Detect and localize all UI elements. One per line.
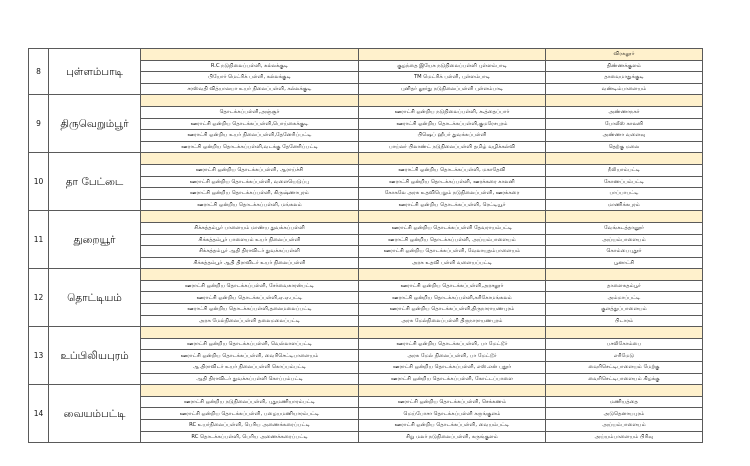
block-number: 14: [29, 385, 49, 443]
school-cell: RC தொடக்கப்பள்ளி, பெரிய அணைக்கரைப்பட்டி: [141, 431, 359, 443]
block-number: 9: [29, 95, 49, 153]
school-cell: ஆ.திராவிடர் உயர் நிலைப்பள்ளி கொப்பம்பட்டி: [141, 362, 359, 374]
school-cell: கோகலே அரசு உதவிபெறும் நடுநிலைப்பள்ளி, ஊரக்கரை: [359, 188, 546, 200]
school-cell: சிறு மலர் நடுநிலைப்பள்ளி, கருங்குளம்: [359, 431, 546, 443]
school-cell: ஊராட்சி ஒன்றிய தொடக்கப்பள்ளி, அய்யம்பாளையம்: [359, 234, 546, 246]
school-cell: ஊராட்சி ஒன்றிய தொடக்கப்பள்ளி, கோட்டப்பாளை: [359, 373, 546, 385]
village-cell: கோணப்பம்பட்டி: [546, 176, 703, 188]
school-cell: [141, 327, 359, 339]
school-cell: ஊராட்சி ஒன்றிய நடுநிலைப்பள்ளி, புதுமணியாரம்பட்டி: [141, 396, 359, 408]
block-name: திருவெறும்பூர்: [49, 95, 141, 153]
village-cell: பூனாட்சி: [546, 257, 703, 269]
school-cell: [359, 153, 546, 165]
school-cell: ஊராட்சி ஒன்றிய தொடக்கப்பள்ளி,குமரேசபுரம்: [359, 118, 546, 130]
school-cell: சிக்கத்தம்பூர் ஆதி திராவிடர் உயர் நிலைப்பள்ளி: [141, 257, 359, 269]
school-cell: ஊராட்சி ஒன்றிய தொடக்கப்பள்ளி,பொய்கைக்குடி: [141, 118, 359, 130]
school-cell: ஊராட்சி ஒன்றிய உயர் நிலைப்பள்ளி,தேனேரிப்பட்டி: [141, 130, 359, 142]
block-number: 8: [29, 49, 49, 95]
school-cell: ஊராட்சி ஒன்றிய தொடக்கப்பள்ளி,திருநாராயணபுரம்: [359, 304, 546, 316]
school-cell: [359, 385, 546, 397]
school-cell: [141, 269, 359, 281]
school-cell: [141, 211, 359, 223]
school-cell: [359, 211, 546, 223]
school-cell: தொடக்கப்பள்ளி,அஞ்சூர்: [141, 106, 359, 118]
block-number: 10: [29, 153, 49, 211]
school-cell: [359, 49, 546, 61]
school-cell: TM மெட்ரிக் பள்ளி, புள்ளம்பாடி: [359, 72, 546, 84]
village-cell: போலீஸ் காலனி: [546, 118, 703, 130]
village-cell: திண்ணக்குளம்: [546, 60, 703, 72]
school-cell: ஊராட்சி ஒன்றிய தொடக்கப்பள்ளி,கரிகோமங்கலம்: [359, 292, 546, 304]
village-cell: தெற்கு மலை: [546, 141, 703, 153]
village-cell: தாவைமாதுக்குடி: [546, 72, 703, 84]
village-cell: வைரிசெட்டிபாளையம் மேற்கு: [546, 362, 703, 374]
table-row: [29, 327, 703, 339]
table-row: [29, 385, 703, 397]
school-cell: சிக்கத்தம்பூர் ஆதி திராவிடர் துவக்கப்பள்ளி: [141, 246, 359, 258]
school-cell: அரசு உதவி பள்ளி வளையப்பட்டி: [359, 257, 546, 269]
village-cell: [546, 385, 703, 397]
school-cell: [141, 385, 359, 397]
table-row: [29, 95, 703, 107]
village-cell: [546, 211, 703, 223]
school-cell: சிக்கத்தம்பூர் பாளையம் உயர் நிலைப்பள்ளி: [141, 234, 359, 246]
school-cell: ஊராட்சி ஒன்றிய தொடக்கப்பள்ளி, சேர்வைகாரன்பட்டி: [141, 280, 359, 292]
school-cell: அரசு மேல்நிலைப்பள்ளி தலைமலைப்பட்டி: [141, 315, 359, 327]
school-cell: [141, 95, 359, 107]
village-cell: அடுதெனாயபுரம்: [546, 408, 703, 420]
village-cell: குளத்துப்பாளையம்: [546, 304, 703, 316]
block-name: துறையூர்: [49, 211, 141, 269]
village-cell: மாணிக்கபுரம்: [546, 199, 703, 211]
school-cell: ஊராட்சி ஒன்றிய தொடக்கப்பள்ளி, வைரிசெட்டிபாளையம்: [141, 350, 359, 362]
school-cell: ஊராட்சி ஒன்றிய தொடக்கப்பள்ளி, கிருஷ்ணாபுரம்: [141, 188, 359, 200]
block-name: வையம்பட்டி: [49, 385, 141, 443]
village-cell: கொம்பைபுதூர்: [546, 246, 703, 258]
school-cell: ஊராட்சி ஒன்றிய தொடக்கப்பள்ளி, வெல்லாளப்பட்டி: [141, 338, 359, 350]
school-cell: பாய்லர் பிலாண்ட் நடுநிலைப்பள்ளி தமிழ் வழிக்கல்வி: [359, 141, 546, 153]
school-cell: RC உயர்நிலைப்பள்ளி, பெரிய அணைக்கரைப்பட்டி: [141, 420, 359, 432]
village-cell: வேங்கடத்தானூர்: [546, 222, 703, 234]
school-cell: ஊராட்சி ஒன்றிய தொடக்கப்பள்ளி, வேலாயுதம்பாளையம்: [359, 246, 546, 258]
village-cell: [546, 327, 703, 339]
school-cell: ஊராட்சி ஒன்றிய தொடக்கப்பள்ளி, செக்கணம்: [359, 396, 546, 408]
school-cell: அரசு மேல் நிலைப்பள்ளி, பா மேட்டூர்: [359, 350, 546, 362]
school-cell: ஊராட்சி ஒன்றிய தொடக்கப்பள்ளி, எஸ்.என் புதூர்: [359, 362, 546, 374]
village-cell: பசலிகோம்பை: [546, 338, 703, 350]
village-cell: அய்யம்பாளையம்: [546, 420, 703, 432]
block-number: 11: [29, 211, 49, 269]
school-cell: ஊராட்சி ஒன்றிய தொடக்கப்பள்ளி, ரெட்டியூர்: [359, 199, 546, 211]
school-cell: ஊராட்சி ஒன்றிய தொடக்கப்பள்ளி தேவராயம்பட்டி: [359, 222, 546, 234]
village-cell: எரிமேடு: [546, 350, 703, 362]
school-cell: சிக்கத்தம்பூர் பாளையம் மாண்ய துவக்கப்பள்ளி: [141, 222, 359, 234]
village-cell: பாப்பாபட்டி: [546, 188, 703, 200]
village-cell: வண்டிம்பாளையம்: [546, 83, 703, 95]
school-cell: ஊராட்சி ஒன்றிய தொடக்கப்பள்ளி, மங்கலம்: [141, 199, 359, 211]
school-cell: R.C நடுநிலைப்பள்ளி, கல்லக்குடி: [141, 60, 359, 72]
village-cell: [546, 95, 703, 107]
school-cell: ஊராட்சி ஒன்றிய தொடக்கப்பள்ளி,வடக்கு தேனேரிப்பட்டி: [141, 141, 359, 153]
school-cell: ஊராட்சி ஒன்றிய தொடக்கப்பள்ளி, பழையமணியாரம்பட்டி: [141, 408, 359, 420]
table-row: [29, 211, 703, 223]
table-row: [29, 49, 703, 61]
school-cell: ஊராட்சி ஒன்றிய தொடக்கப்பள்ளி,தலைமலைப்பட்டி: [141, 304, 359, 316]
block-name: உப்பிலியபுரம்: [49, 327, 141, 385]
block-name: தா பேட்டை: [49, 153, 141, 211]
school-cell: பிஷெப் ஹீபர் துவக்கப்பள்ளி: [359, 130, 546, 142]
school-cell: பியோர் மெட்ரிக் பள்ளி, கல்லக்குடி: [141, 72, 359, 84]
village-cell: அய்யம்பாளையம் பிரிவு: [546, 431, 703, 443]
school-cell: ஊராட்சி ஒன்றிய தொடக்கப்பள்ளி, வளையெடுப்பு: [141, 176, 359, 188]
school-cell: அரசு மேல்நிலைப்பள்ளி திருநாராயணபுரம்: [359, 315, 546, 327]
school-cell: ஊராட்சி ஒன்றிய தொடக்கப்பள்ளி, ஊரக்கரை காலனி: [359, 176, 546, 188]
school-cell: ஊராட்சி ஒன்றிய தொடக்கப்பள்ளி,அரசலூர்: [359, 280, 546, 292]
school-cell: [359, 327, 546, 339]
school-cell: [141, 153, 359, 165]
village-cell: விரகலூர்: [546, 49, 703, 61]
school-cell: புனிதர் லூர்து நடுநிலைப்பள்ளி புள்ளம்பாடி: [359, 83, 546, 95]
school-cell: ஊராட்சி ஒன்றிய நடுநிலைப்பள்ளி, கூத்தைப்பார்: [359, 106, 546, 118]
block-name: தொட்டியம்: [49, 269, 141, 327]
village-cell: அம்மாப்பட்டி: [546, 292, 703, 304]
village-cell: மணியத்தை: [546, 396, 703, 408]
village-cell: அண்ணா வளைவு: [546, 130, 703, 142]
table-row: [29, 153, 703, 165]
school-cell: ஊராட்சி ஒன்றிய தொடக்கப்பள்ளி, ஆராய்ச்சி: [141, 164, 359, 176]
block-number: 12: [29, 269, 49, 327]
school-cell: ஊராட்சி ஒன்றிய தொடக்கப்பள்ளி, வையம்பட்டி: [359, 420, 546, 432]
school-cell: [359, 269, 546, 281]
school-cell: சரஸ்வதி வித்யாலயா உயர் நிலைப்பள்ளி, கல்லக்குடி: [141, 83, 359, 95]
block-name: புள்ளம்பாடி: [49, 49, 141, 95]
school-cell: [141, 49, 359, 61]
village-cell: [546, 153, 703, 165]
school-cell: ஊராட்சி ஒன்றிய தொடக்கப்பள்ளி, மகாதேவி: [359, 164, 546, 176]
school-cell: குழந்தை இயேசு நடுநிலைப்பள்ளி புள்ளம்பாடி: [359, 60, 546, 72]
school-cell: ஊராட்சி ஒன்றிய தொடக்கப்பள்ளி, பா மேட்டூர்: [359, 338, 546, 350]
school-cell: ஊராட்சி ஒன்றிய தொடக்கப்பள்ளி,ஏ.ஏ.பட்டி: [141, 292, 359, 304]
village-cell: வைரிசெட்டிபாளையம் கிழக்கு: [546, 373, 703, 385]
village-cell: அண்ணாநகர்: [546, 106, 703, 118]
school-cell: [359, 95, 546, 107]
school-cell: ஆதி திராவிடர் துவக்கப்பள்ளி கொப்பம்பட்டி: [141, 373, 359, 385]
table-row: [29, 269, 703, 281]
village-cell: நீலியாம்பட்டி: [546, 164, 703, 176]
village-cell: அய்யம்பாளையம்: [546, 234, 703, 246]
village-cell: பிடாரம்: [546, 315, 703, 327]
village-cell: [546, 269, 703, 281]
school-cell: மெய்போசா தொடக்கப்பள்ளி கருங்குளம்: [359, 408, 546, 420]
block-number: 13: [29, 327, 49, 385]
village-cell: தாளைசுதம்பூர்: [546, 280, 703, 292]
school-list-table: [28, 48, 703, 443]
